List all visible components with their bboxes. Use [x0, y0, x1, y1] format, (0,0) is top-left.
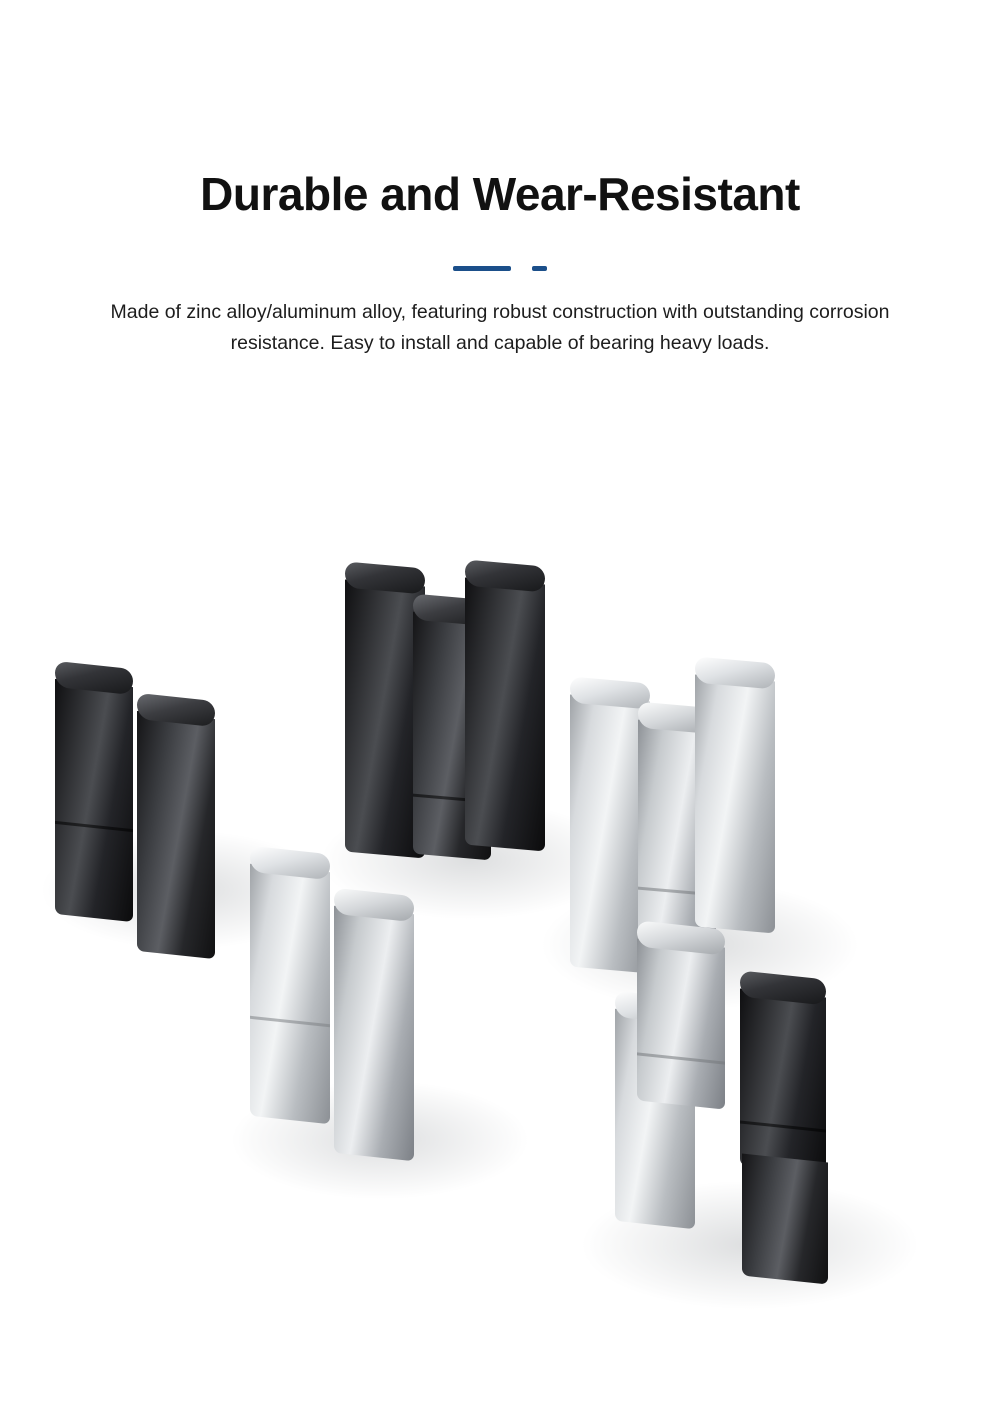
leaf-body [465, 578, 545, 852]
hinge-leaf [55, 661, 133, 922]
leaf-body [250, 864, 330, 1124]
product-photo [0, 500, 1000, 1320]
leaf-body [137, 711, 215, 959]
hinge-leaf [465, 560, 545, 852]
leaf-body [55, 679, 133, 922]
hinge-leaf [334, 888, 414, 1161]
leaf-body [695, 675, 775, 934]
page-subtitle: Made of zinc alloy/aluminum alloy, featuring robust construction with outstanding corrosion resistance. Easy to install and capable of bearing heavy loads. [110, 300, 890, 355]
hinge-black-bottom-right [740, 965, 920, 1265]
hinge-black-left [55, 655, 255, 955]
leaf-body [334, 906, 414, 1161]
title-divider [453, 265, 547, 271]
leaf-body [742, 1153, 828, 1284]
hinge-leaf [137, 693, 215, 959]
hinge-leaf [742, 1135, 828, 1284]
hinge-silver-center [250, 840, 470, 1160]
divider-long-segment [453, 266, 511, 271]
hinge-black-top [345, 555, 565, 885]
leaf-body [637, 938, 725, 1109]
hinge-leaf [637, 920, 725, 1109]
header-block [0, 0, 1000, 360]
divider-short-segment [532, 266, 547, 271]
hinge-leaf [695, 657, 775, 934]
hinge-leaf [250, 846, 330, 1124]
page-title: Durable and Wear-Resistant [200, 168, 800, 220]
